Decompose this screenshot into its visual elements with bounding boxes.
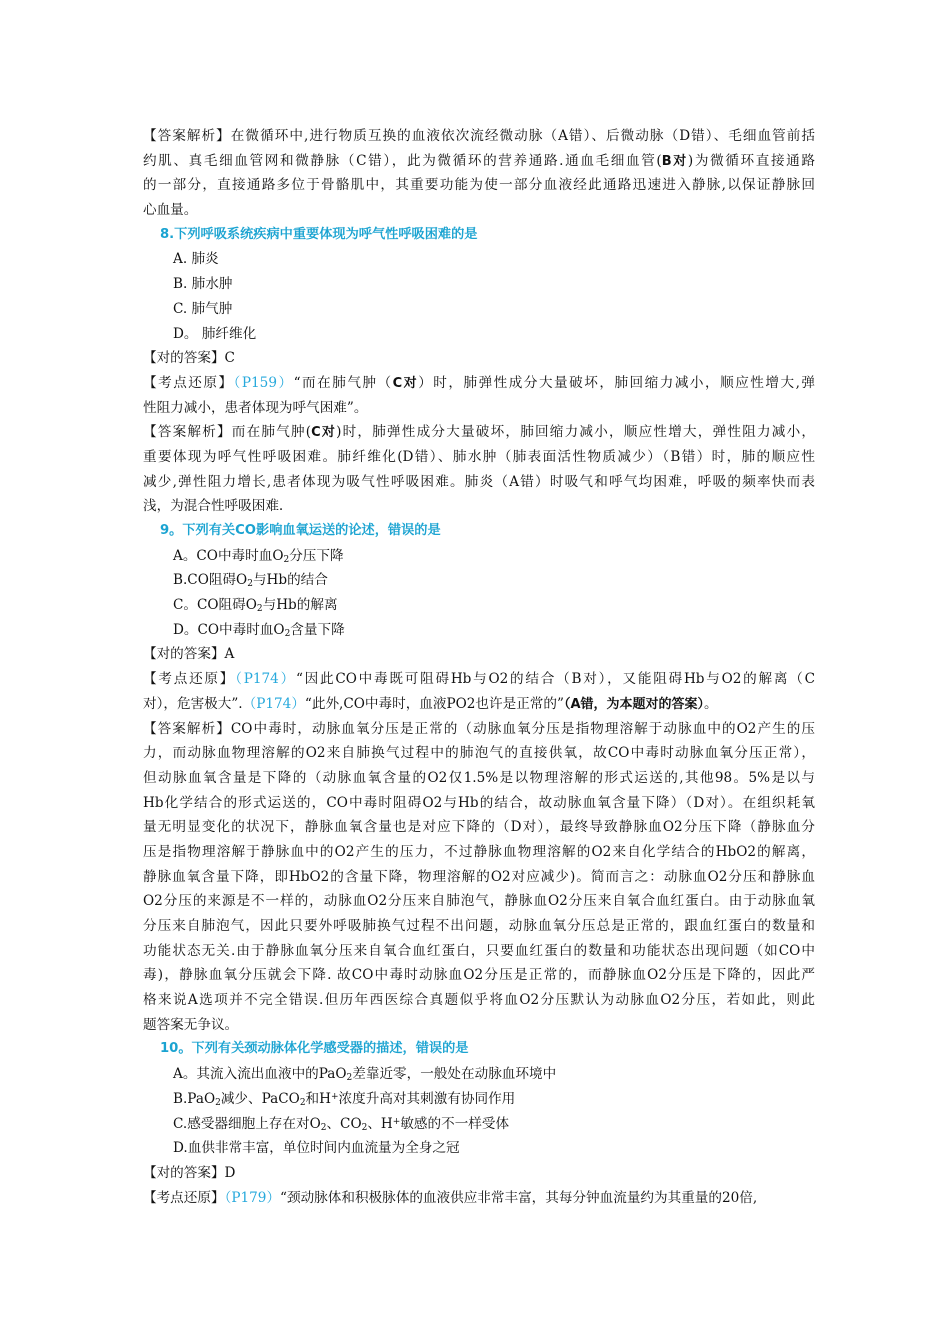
page-reference: （P179） (224, 1189, 281, 1206)
document-page (143, 124, 815, 1210)
question-9-explanation-line-10: 功能状态无关.由于静脉血氧分压来自氧合血红蛋白，只要血红蛋白的数量和功能状态出现问题（如CO中 (143, 942, 815, 959)
question-9-explanation-line-5: 量无明显变化的状况下，静脉血氧含量也是对应下降的（D对），最终导致静脉血O2分压下降（静脉血分 (143, 819, 815, 836)
question-10-option-b: B.PaO$_2$减少、PaCO$_2$和H+浓度升高对其刺激有协同作用 (173, 1090, 516, 1108)
question-9-source-line-2: 对），危害极大”.（P174）“此外,CO中毒时，血液PO2也许是正常的”（A错，为本题对的答案）。 (143, 695, 718, 712)
question-8-explanation-line-1: 【答案解析】而在肺气肿(C对)时，肺弹性成分大量破坏，肺回缩力减小，顺应性增大，弹性阻力减小， (143, 424, 815, 441)
explanation-7-line-2: 约肌、真毛细血管网和微静脉（C错），此为微循环的营养通路.通血毛细血管(B对)为微循环直接通路 (143, 152, 815, 169)
question-8-explanation-line-2: 重要体现为呼气性呼吸困难。肺纤维化(D错）、肺水肿（肺表面活性物质减少）（B错）时，肺的顺应性 (143, 448, 815, 465)
page-reference: （P174） (235, 671, 296, 688)
question-8-answer: 【对的答案】C (143, 350, 235, 367)
question-8-title: 8.下列呼吸系统疾病中重要体现为呼气性呼吸困难的是 (160, 226, 478, 242)
answer-highlight: C对 (392, 375, 419, 391)
answer-highlight: B对 (661, 153, 688, 169)
explanation-7-line-4: 心血量。 (143, 202, 198, 219)
question-8-option-b: B. 肺水肿 (173, 276, 233, 293)
question-10-answer: 【对的答案】D (143, 1164, 236, 1181)
question-8-source-line-2: 性阻力减小，患者体现为呼气困难”。 (143, 399, 368, 416)
explanation-7-line-3: 的一部分，直接通路多位于骨骼肌中，其重要功能为使一部分血液经此通路迅速进入静脉,以保证静脉回 (143, 177, 815, 194)
page-reference: （P159） (233, 374, 294, 391)
question-9-explanation-line-1: 【答案解析】CO中毒时，动脉血氧分压是正常的（动脉血氧分压是指物理溶解于动脉血中的O2产生的压 (143, 720, 815, 737)
question-9-source-line-1: 【考点还原】（P174）“因此CO中毒既可阻碍Hb与O2的结合（B对），又能阻碍Hb与O2的解离（C (143, 671, 815, 688)
question-9-explanation-line-12: 格来说A选项并不完全错误.但历年西医综合真题似乎将血O2分压默认为动脉血O2分压，若如此，则此 (143, 992, 815, 1009)
page-reference: （P174） (242, 695, 305, 712)
question-8-source-line-1: 【考点还原】（P159）“而在肺气肿（C对）时，肺弹性成分大量破坏，肺回缩力减小，顺应性增大,弹 (143, 374, 815, 391)
question-9-title: 9。下列有关CO影响血氧运送的论述，错误的是 (160, 523, 441, 538)
explanation-7-line-1: 【答案解析】在微循环中,进行物质互换的血液依次流经微动脉（A错）、后微动脉（D错）、毛细血管前括 (143, 128, 815, 144)
question-9-explanation-line-8: O2分压的来源是不一样的，动脉血O2分压来自肺泡气，静脉血O2分压来自氧合血红蛋白。由于动脉血氧 (143, 893, 815, 910)
answer-highlight: （A错，为本题对的答案） (563, 696, 705, 712)
question-10-title: 10。下列有关颈动脉体化学感受器的描述，错误的是 (160, 1041, 469, 1057)
question-10-source-line-1: 【考点还原】（P179）“颈动脉体和积极脉体的血液供应非常丰富，其每分钟血流量约为其重量的20倍, (143, 1189, 758, 1206)
question-9-explanation-line-7: 静脉血氧含量下降，即HbO2的含量下降，物理溶解的O2对应减少)。简而言之：动脉血O2分压和静脉血 (143, 868, 815, 885)
question-8-option-a: A. 肺炎 (173, 251, 219, 268)
question-10-option-a: A。其流入流出血液中的PaO$_2$差靠近零，一般处在动脉血环境中 (173, 1066, 557, 1084)
question-9-explanation-line-9: 分压来自肺泡气，因此只要外呼吸肺换气过程不出问题，动脉血氧分压总是正常的，跟血红蛋白的数量和 (143, 918, 815, 934)
question-9-explanation-line-13: 题答案无争议。 (143, 1016, 239, 1033)
question-8-option-c: C. 肺气肿 (173, 300, 233, 317)
question-9-explanation-line-2: 力，而动脉血物理溶解的O2来自肺换气过程中的肺泡气的直接供氧，故CO中毒时动脉血氧分压正常）， (143, 745, 815, 762)
question-8-explanation-line-3: 减少,弹性阻力增长,患者体现为吸气性呼吸困难。肺炎（A错）时吸气和呼气均困难，呼吸的频率快而表 (143, 473, 815, 490)
question-9-option-a: A。CO中毒时血$O_2$分压下降 (173, 547, 344, 565)
question-9-explanation-line-11: 毒)，静脉血氧分压就会下降. 故CO中毒时动脉血O2分压是正常的，而静脉血O2分压是下降的，因此严 (143, 967, 815, 984)
question-9-explanation-line-3: 但动脉血氧含量是下降的（动脉血氧含量的O2仅1.5%是以物理溶解的形式运送的,其他98。5%是以与 (143, 769, 815, 786)
question-9-option-b: B.CO阻碍$O_2$与Hb的结合 (173, 572, 328, 590)
question-9-option-c: C。CO阻碍$O_2$与Hb的解离 (173, 597, 338, 615)
question-9-explanation-line-4: Hb化学结合的形式运送的，CO中毒时阻碍O2与Hb的结合，故动脉血氧含量下降）（D对）。在组织耗氧 (143, 794, 815, 811)
question-9-option-d: D。CO中毒时血$O_2$含量下降 (173, 621, 345, 639)
question-9-explanation-line-6: 压是指物理溶解于静脉血中的O2产生的压力，不过静脉血物理溶解的O2来自化学结合的HbO2的解离， (143, 843, 815, 860)
question-8-option-d: D。 肺纤维化 (173, 325, 257, 342)
answer-highlight: C对 (311, 425, 337, 441)
question-9-answer: 【对的答案】A (143, 646, 235, 663)
question-8-explanation-line-4: 浅，为混合性呼吸困难. (143, 498, 284, 515)
question-10-option-d: D.血供非常丰富，单位时间内血流量为全身之冠 (173, 1140, 460, 1157)
question-10-option-c: C.感受器细胞上存在对$O_2$、$CO_2$、H+敏感的不一样受体 (173, 1115, 510, 1133)
